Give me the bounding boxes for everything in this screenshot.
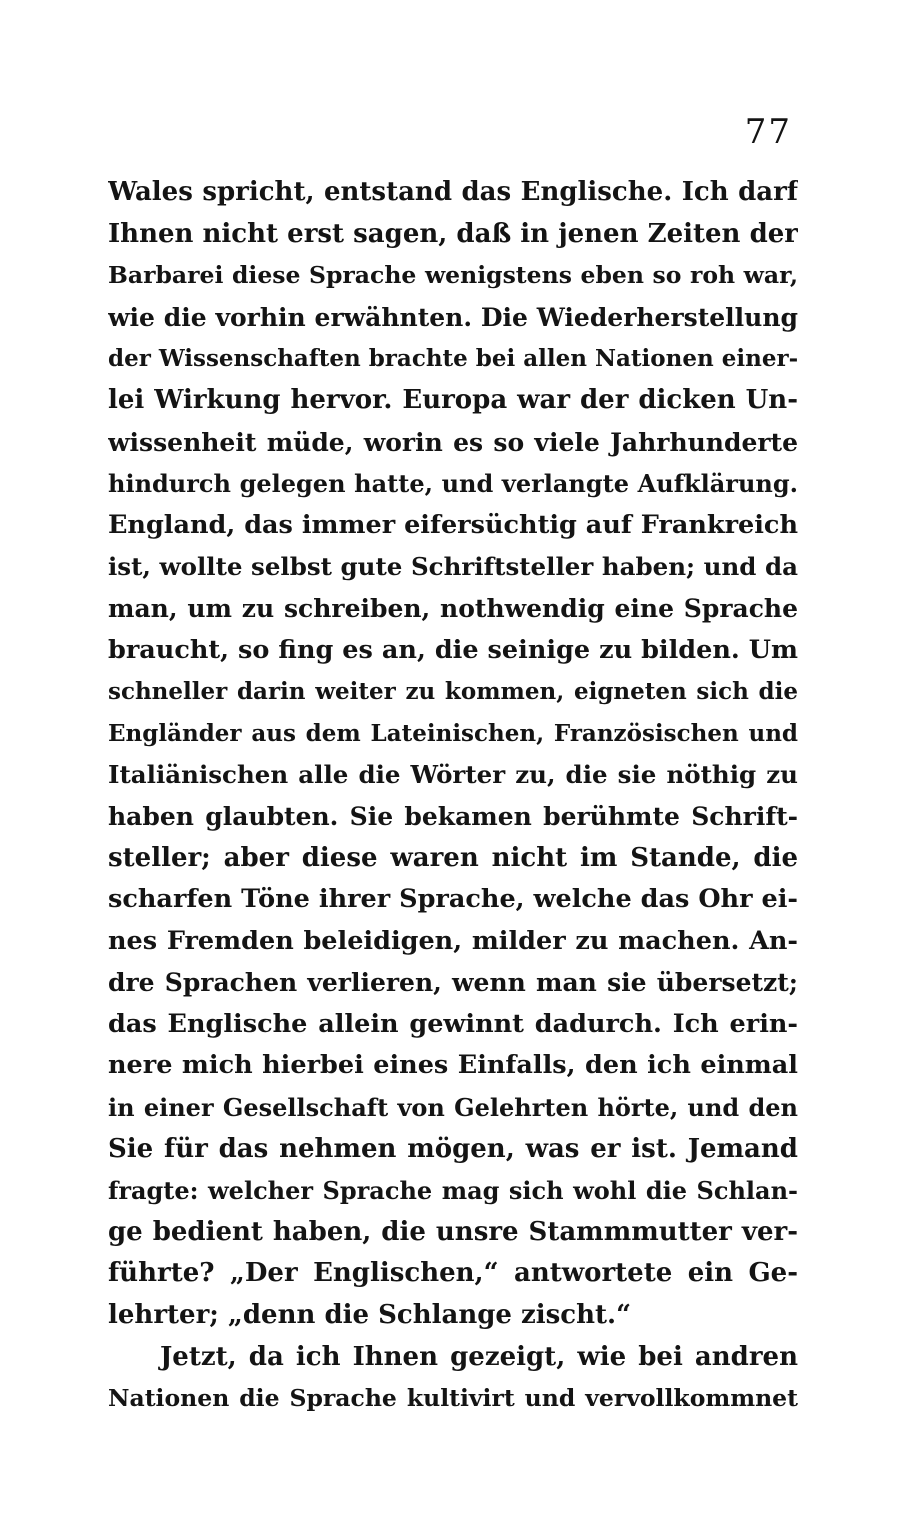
text-line: das Englische allein gewinnt dadurch. Ich erin- [108,1008,798,1039]
page-number: 77 [744,112,792,152]
text-line: Ihnen nicht erst sagen, daß in jenen Zeiten der [108,218,798,249]
text-line: fragte: welcher Sprache mag sich wohl die Schlan- [108,1176,798,1206]
text-line: in einer Gesellschaft von Gelehrten hörte, und den [108,1093,798,1123]
text-line: lei Wirkung hervor. Europa war der dicken Un- [108,384,798,415]
text-line: schneller darin weiter zu kommen, eigneten sich die [108,678,798,706]
text-line: Barbarei diese Sprache wenigstens eben so roh war, [108,261,798,290]
text-line: ist, wollte selbst gute Schriftsteller haben; und da [108,552,798,582]
text-line: dre Sprachen verlieren, wenn man sie übersetzt; [108,968,798,998]
text-line: nes Fremden beleidigen, milder zu machen. An- [108,925,798,956]
text-line: braucht, so fing es an, die seinige zu bilden. Um [108,634,798,665]
text-line: scharfen Töne ihrer Sprache, welche das Ohr ei- [108,884,798,915]
body-text [108,172,798,1420]
text-line: England, das immer eifersüchtig auf Frankreich [108,509,798,540]
text-line: haben glaubten. Sie bekamen berühmte Schrift- [108,801,798,831]
text-line: der Wissenschaften brachte bei allen Nationen einer- [108,345,798,373]
text-line: Nationen die Sprache kultivirt und vervollkommnet [108,1384,798,1413]
text-line: Wales spricht, entstand das Englische. Ich darf [108,177,798,207]
text-line: man, um zu schreiben, nothwendig eine Sprache [108,593,798,623]
text-line: steller; aber diese waren nicht im Stande, die [108,842,798,873]
text-line: ge bedient haben, die unsre Stammmutter ver- [108,1216,798,1247]
text-line: Sie für das nehmen mögen, was er ist. Jemand [108,1133,798,1164]
text-line: nere mich hierbei eines Einfalls, den ich einmal [108,1050,798,1081]
text-line: hindurch gelegen hatte, und verlangte Aufklärung. [108,469,798,499]
text-line: führte? „Der Englischen,“ antwortete ein Ge- [108,1258,798,1289]
text-line: Engländer aus dem Lateinischen, Französischen und [108,719,798,747]
text-line: Italiänischen alle die Wörter zu, die sie nöthig zu [108,760,798,790]
text-line: wissenheit müde, worin es so viele Jahrhunderte [108,427,798,457]
text-line: wie die vorhin erwähnten. Die Wiederherstellung [108,302,798,332]
text-line: Jetzt, da ich Ihnen gezeigt, wie bei andren [160,1341,798,1372]
text-line: lehrter; „denn die Schlange zischt.“ [108,1300,632,1331]
